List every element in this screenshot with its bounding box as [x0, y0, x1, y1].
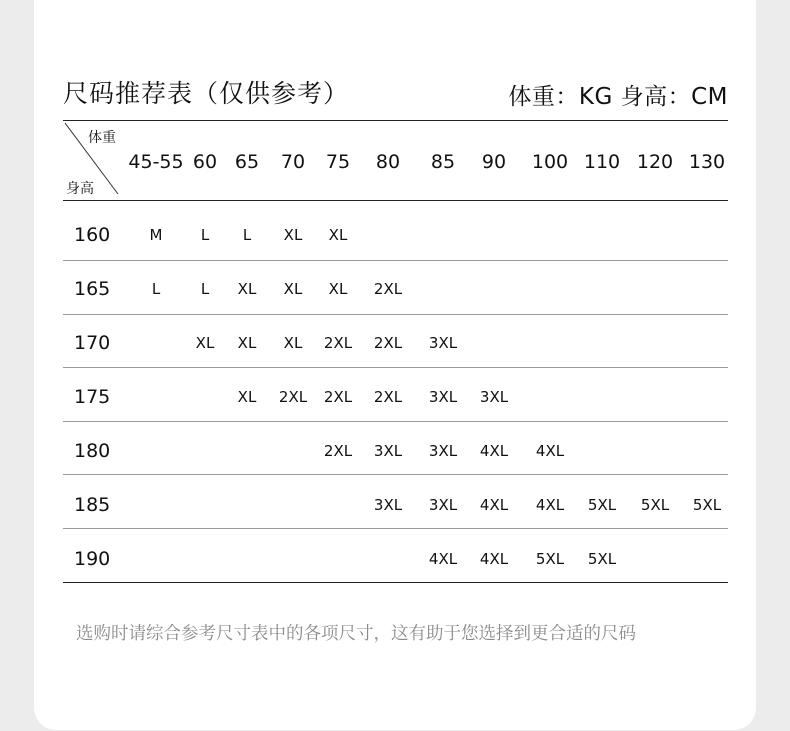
size-cell: XL [237, 334, 257, 352]
size-cell: XL [283, 334, 303, 352]
height-header: 185 [74, 494, 111, 516]
size-cell: 3XL [428, 388, 458, 406]
height-header: 165 [74, 278, 111, 300]
row-separator [63, 474, 728, 475]
size-cell: L [242, 226, 252, 244]
size-cell: XL [283, 280, 303, 298]
size-cell: 2XL [323, 334, 353, 352]
size-cell: 5XL [692, 496, 722, 514]
weight-header: 85 [430, 151, 456, 173]
size-cell: 4XL [535, 496, 565, 514]
row-separator [63, 260, 728, 261]
row-separator [63, 421, 728, 422]
size-cell: M [149, 226, 163, 244]
height-header: 160 [74, 224, 111, 246]
size-cell: XL [283, 226, 303, 244]
size-cell: L [200, 280, 210, 298]
size-cell: L [200, 226, 210, 244]
weight-header: 80 [375, 151, 401, 173]
size-cell: 4XL [535, 442, 565, 460]
weight-header: 75 [325, 151, 351, 173]
size-cell: L [151, 280, 161, 298]
size-cell: 5XL [587, 550, 617, 568]
size-cell: 2XL [373, 280, 403, 298]
row-separator [63, 367, 728, 368]
size-cell: 3XL [479, 388, 509, 406]
weight-header: 65 [234, 151, 260, 173]
size-cell: 2XL [373, 334, 403, 352]
size-cell: 3XL [428, 334, 458, 352]
corner-height-label: 身高 [66, 181, 94, 197]
weight-header: 45-55 [128, 151, 184, 173]
height-header: 190 [74, 548, 111, 570]
height-header: 170 [74, 332, 111, 354]
weight-header: 100 [531, 151, 569, 173]
footnote: 选购时请综合参考尺寸表中的各项尺寸，这有助于您选择到更合适的尺码 [76, 624, 636, 644]
table-top-rule [63, 120, 728, 121]
corner-weight-label: 体重 [88, 130, 116, 146]
weight-header: 130 [688, 151, 726, 173]
units-label: 体重：KG 身高：CM [508, 84, 728, 110]
row-separator [63, 528, 728, 529]
size-cell: 2XL [278, 388, 308, 406]
row-separator [63, 200, 728, 201]
row-separator [63, 314, 728, 315]
row-separator [63, 582, 728, 583]
size-cell: 4XL [479, 442, 509, 460]
size-cell: XL [195, 334, 215, 352]
size-cell: XL [328, 280, 348, 298]
size-cell: 2XL [323, 442, 353, 460]
size-cell: 5XL [640, 496, 670, 514]
size-cell: 2XL [373, 388, 403, 406]
height-header: 175 [74, 386, 111, 408]
size-cell: 2XL [323, 388, 353, 406]
size-cell: 5XL [587, 496, 617, 514]
size-cell: 3XL [428, 442, 458, 460]
size-cell: 4XL [479, 550, 509, 568]
size-cell: XL [237, 280, 257, 298]
size-cell: XL [328, 226, 348, 244]
size-cell: 4XL [479, 496, 509, 514]
size-cell: 3XL [373, 496, 403, 514]
weight-header: 90 [481, 151, 507, 173]
weight-header: 70 [280, 151, 306, 173]
chart-title: 尺码推荐表（仅供参考） [63, 79, 350, 108]
size-cell: 5XL [535, 550, 565, 568]
size-cell: XL [237, 388, 257, 406]
size-cell: 3XL [428, 496, 458, 514]
weight-header: 120 [636, 151, 674, 173]
height-header: 180 [74, 440, 111, 462]
weight-header: 60 [192, 151, 218, 173]
size-cell: 4XL [428, 550, 458, 568]
size-cell: 3XL [373, 442, 403, 460]
weight-header: 110 [583, 151, 621, 173]
